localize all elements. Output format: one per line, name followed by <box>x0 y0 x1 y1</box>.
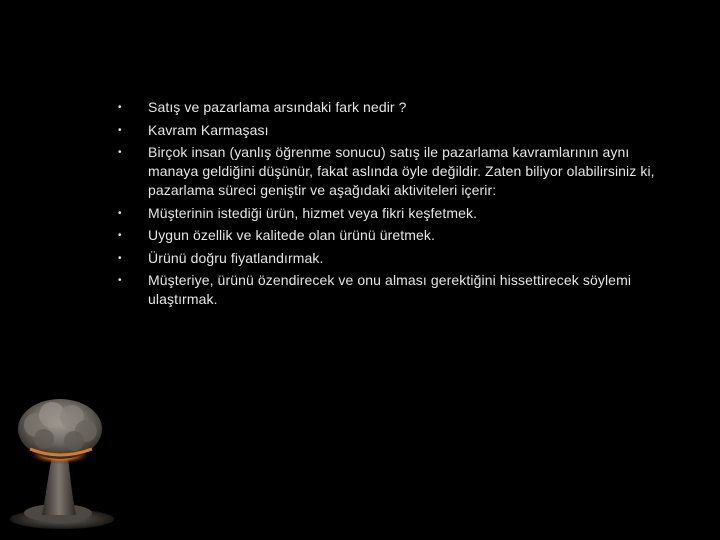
bullet-text: Uygun özellik ve kalitede olan ürünü üretmek. <box>148 227 435 243</box>
bullet-text: Satış ve pazarlama arsındaki fark nedir ? <box>148 99 407 115</box>
bullet-text: Kavram Karmaşası <box>148 121 269 138</box>
bullet-item <box>118 143 658 200</box>
bullet-list <box>118 98 658 313</box>
bullet-item <box>118 204 658 223</box>
bullet-marker: • <box>118 252 122 264</box>
bullet-marker: • <box>118 124 122 136</box>
bullet-marker: • <box>118 207 122 219</box>
mushroom-cloud-icon <box>0 395 120 535</box>
bullet-text: Birçok insan (yanlış öğrenme sonucu) satış ile pazarlama kavramlarının aynı manaya geldiğini düşünür, fakat aslında öyle değildir. Zaten biliyor olabilirsiniz ki, pazarlama süreci geniştir ve aşağıdaki aktiviteleri içerir: <box>148 144 655 198</box>
bullet-text: Müşteriye, ürünü özendirecek ve onu alması gerektiğini hissettirecek söylemi ulaştırmak. <box>148 272 632 307</box>
bullet-text: Ürünü doğru fiyatlandırmak. <box>148 249 324 266</box>
bullet-marker: • <box>118 275 122 286</box>
bullet-marker: • <box>118 102 122 113</box>
bullet-item <box>118 271 658 309</box>
bullet-marker: • <box>118 230 122 241</box>
bullet-item <box>118 249 658 268</box>
bullet-item <box>118 98 658 117</box>
bullet-text: Müşterinin istediği ürün, hizmet veya fikri keşfetmek. <box>148 204 478 221</box>
bullet-item <box>118 121 658 140</box>
bullet-marker: • <box>118 147 122 158</box>
bullet-item <box>118 226 658 245</box>
